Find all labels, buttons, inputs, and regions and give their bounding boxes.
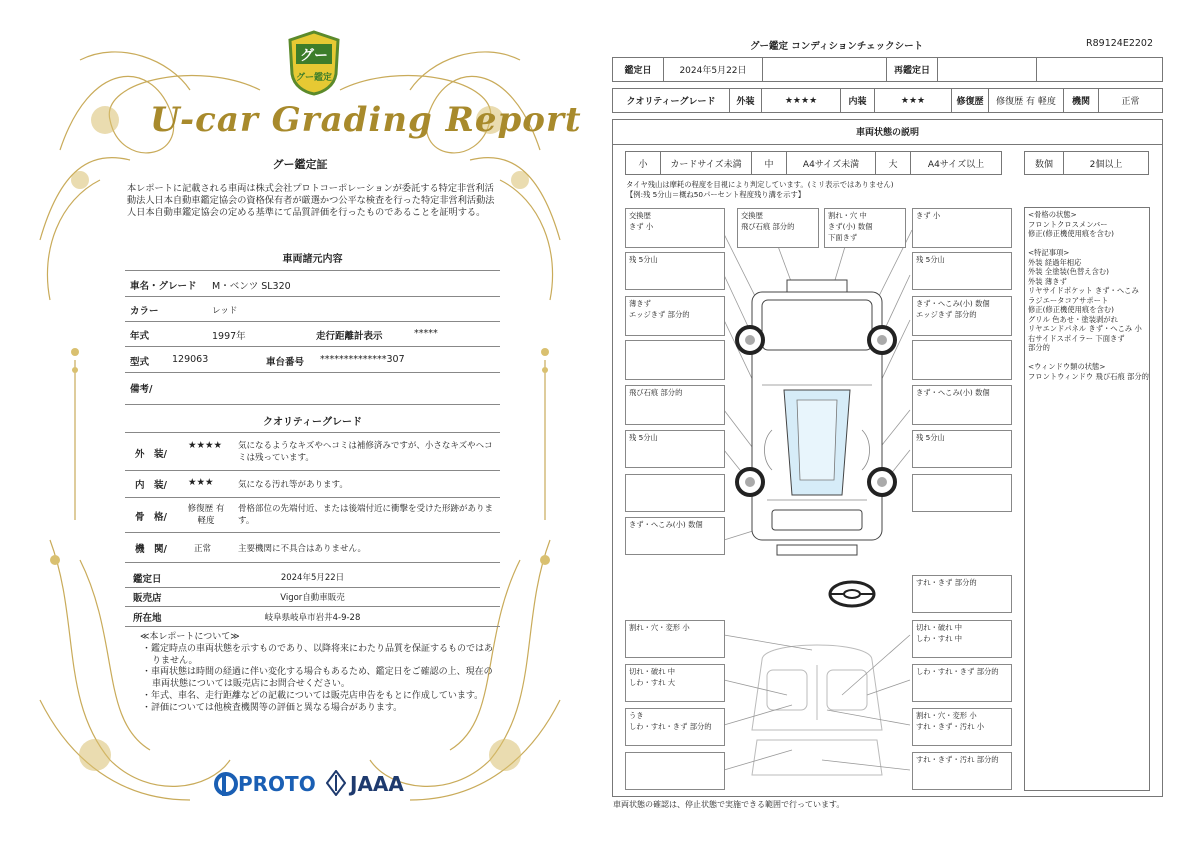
side-note-line: フロントウィンドウ 飛び石痕 部分的	[1028, 371, 1149, 381]
damage-label: 飛び石痕 部分的	[625, 385, 725, 425]
repair-label: 修復歴	[951, 88, 989, 113]
damage-label: きず・へこみ(小) 数個	[912, 385, 1012, 425]
quality-grade: ★★★	[188, 477, 214, 488]
side-note-line: リヤエンドパネル きず・へこみ 小	[1028, 324, 1142, 333]
divider	[125, 626, 500, 627]
interior-label: 内装	[840, 88, 875, 113]
exterior-label: 外装	[729, 88, 762, 113]
remarks-label: 備考/	[130, 384, 153, 395]
side-note-line: <特記事項>	[1028, 248, 1070, 257]
side-note-line: リヤサイドポケット きず・へこみ	[1028, 286, 1139, 295]
interior-label: 割れ・穴・変形 小	[625, 620, 725, 658]
sheet-title: グー鑑定 コンディションチェックシート	[750, 41, 924, 52]
side-note-line: ラジエータコアサポート	[1028, 295, 1109, 305]
re-date-value	[937, 57, 1037, 82]
report-notes	[140, 632, 500, 715]
tire-label: 残 5分山	[625, 430, 725, 468]
divider	[125, 470, 500, 471]
side-note-line: 外装 経過年相応	[1028, 257, 1082, 267]
dealer-label: 販売店	[133, 593, 162, 604]
re-date-label: 再鑑定日	[886, 57, 938, 82]
tire-label: 残 5分山	[912, 430, 1012, 468]
note-item: ・年式、車名、走行距離などの記載については販売店申告をもとに作成しています。	[142, 690, 484, 701]
damage-label-empty	[625, 474, 725, 512]
quality-grade-label: クオリティーグレード	[612, 88, 730, 113]
mileage-label: 走行距離計表示	[316, 331, 383, 342]
date-label: 鑑定日	[612, 57, 664, 82]
note-item: ・車両状態は時間の経過に伴い変化する場合もあるため、鑑定日をご確認の上、現在の車両状態については販売店にお問合せください。	[142, 667, 493, 690]
divider	[125, 372, 500, 373]
damage-label: きず・へこみ(小) 数個	[625, 517, 725, 555]
divider	[125, 432, 500, 433]
legend-medium: 中	[751, 151, 787, 175]
interior-label-empty	[625, 752, 725, 790]
divider	[125, 606, 500, 607]
model-label: 型式	[130, 357, 150, 368]
count-value: 2個以上	[1063, 151, 1149, 175]
damage-label: 交換歴 飛び石痕 部分的	[737, 208, 819, 248]
exterior-value: ★★★★	[761, 88, 841, 113]
tire-label: 残 5分山	[912, 252, 1012, 290]
interior-value: ★★★	[874, 88, 952, 113]
interior-label: 切れ・破れ 中 しわ・すれ 大	[625, 664, 725, 702]
sheet-code: R89124E2202	[1086, 38, 1154, 49]
divider	[125, 270, 500, 271]
legend-medium-desc: A4サイズ未満	[786, 151, 876, 175]
chassis-label: 車台番号	[266, 357, 305, 368]
tire-label: 残 5分山	[625, 252, 725, 290]
side-note-line: 修正(修正機使用痕を含む)	[1028, 229, 1114, 238]
appraisal-date-label: 鑑定日	[133, 574, 162, 585]
model-value: 129063	[172, 354, 209, 365]
steering-wheel-icon	[830, 582, 874, 606]
quality-section-title: クオリティーグレード	[263, 417, 362, 428]
divider	[125, 321, 500, 322]
side-note-line	[1028, 239, 1150, 249]
proto-brand: PROTO	[238, 772, 316, 796]
color-value: レッド	[212, 306, 238, 316]
year-value: 1997年	[212, 331, 246, 342]
side-notes	[1028, 210, 1150, 381]
legend-large: 大	[875, 151, 911, 175]
sheet-footer: 車両状態の確認は、停止状態で実施できる範囲で行っています。	[613, 800, 845, 809]
condition-title: 車両状態の説明	[612, 119, 1163, 145]
interior-label: すれ・きず 部分的	[912, 575, 1012, 613]
notes-title: ≪本レポートについて≫	[140, 632, 240, 642]
quality-grade: 正常	[194, 544, 212, 554]
svg-text:グー鑑定: グー鑑定	[295, 73, 333, 83]
damage-label: きず 小	[912, 208, 1012, 248]
car-name-value: M・ベンツ SL320	[212, 281, 291, 292]
quality-desc: 気になるようなキズやヘコミは補修済みですが、小さなキズやヘコミは残っています。	[238, 441, 493, 463]
address-label: 所在地	[133, 613, 162, 624]
quality-grade: ★★★★	[188, 440, 223, 451]
count-label: 数個	[1024, 151, 1064, 175]
tire-example: 【例:残 5分山＝概ね50パーセント程度残り溝を示す】	[626, 190, 806, 199]
car-name-label: 車名・グレード	[130, 281, 197, 292]
mileage-value: *****	[414, 328, 438, 339]
jaaa-logo-icon	[326, 770, 346, 796]
side-note-line	[1028, 353, 1150, 363]
legend-small: 小	[625, 151, 661, 175]
divider	[125, 404, 500, 405]
chassis-value: **************307	[320, 354, 405, 365]
damage-label-empty	[912, 474, 1012, 512]
date-value: 2024年5月22日	[663, 57, 763, 82]
svg-text:グー: グー	[300, 48, 328, 64]
address-value: 岐阜県岐阜市岩井4-9-28	[264, 613, 361, 623]
legend-large-desc: A4サイズ以上	[910, 151, 1002, 175]
repair-value: 修復歴 有 軽度	[988, 88, 1064, 113]
interior-sketch	[752, 645, 882, 775]
damage-label-empty	[912, 340, 1012, 380]
divider	[125, 346, 500, 347]
quality-desc: 気になる汚れ等があります。	[238, 480, 348, 490]
damage-label: 薄きず エッジきず 部分的	[625, 296, 725, 336]
jaaa-brand: JAAA	[350, 772, 404, 796]
damage-label: 交換歴 きず 小	[625, 208, 725, 248]
quality-label: 外 装/	[135, 449, 167, 460]
engine-label: 機関	[1063, 88, 1099, 113]
side-note-line: <ウィンドウ類の状態>	[1028, 362, 1106, 371]
divider	[125, 587, 500, 588]
damage-label: 割れ・穴 中 きず(小) 数個 下面きず	[824, 208, 906, 248]
script-title: U-car Grading Report	[150, 100, 582, 140]
spec-section-title: 車両諸元内容	[282, 254, 343, 265]
quality-label: 機 関/	[135, 544, 167, 555]
side-note-line: 右サイドスポイラー 下面きず	[1028, 333, 1125, 343]
side-note-line: 修正(修正機使用痕を含む)	[1028, 305, 1114, 314]
goo-kantei-logo-icon	[286, 30, 342, 96]
quality-label: 内 装/	[135, 480, 167, 491]
interior-label: 切れ・破れ 中 しわ・すれ 中	[912, 620, 1012, 658]
intro-text: 本レポートに記載される車両は株式会社プロトコーポレーションが委託する特定非営利活動法人日本自動車鑑定協会の資格保有者が厳選かつ公平な検査を行った特定非営利活動法人日本自動車鑑定協会の定める基準にて品質評価を行ったものであることを証明する。	[127, 183, 495, 218]
divider	[125, 497, 500, 498]
side-note-line: 外装 薄きず	[1028, 276, 1067, 286]
side-note-line: フロントクロスメンバー	[1028, 219, 1108, 229]
interior-label: すれ・きず・汚れ 部分的	[912, 752, 1012, 790]
damage-label-empty	[625, 340, 725, 380]
dealer-value: Vigor自動車販売	[280, 593, 345, 603]
side-note-line: <骨格の状態>	[1028, 210, 1077, 219]
note-item: ・評価については他検査機関等の評価と異なる場合があります。	[142, 702, 403, 713]
color-label: カラー	[130, 306, 159, 317]
divider	[125, 532, 500, 533]
quality-desc: 主要機関に不具合はありません。	[238, 544, 367, 554]
proto-logo-icon	[214, 772, 238, 798]
damage-label: きず・へこみ(小) 数個 エッジきず 部分的	[912, 296, 1012, 336]
side-notes-box	[1024, 207, 1150, 791]
interior-label: 割れ・穴・変形 小 すれ・きず・汚れ 小	[912, 708, 1012, 746]
quality-label: 骨 格/	[135, 512, 167, 523]
quality-desc: 骨格部位の先端付近、または後端付近に衝撃を受けた形跡があります。	[238, 504, 494, 526]
divider	[125, 296, 500, 297]
divider	[125, 562, 500, 563]
engine-value: 正常	[1098, 88, 1163, 113]
side-note-line: グリル 色あせ・塗装剥がれ	[1028, 314, 1118, 324]
interior-label: うき しわ・すれ・きず 部分的	[625, 708, 725, 746]
legend-small-desc: カードサイズ未満	[660, 151, 752, 175]
certificate-title: グー鑑定証	[272, 158, 328, 171]
quality-grade: 修復歴 有 軽度	[187, 504, 225, 526]
side-note-line: 外装 全塗装(色替え含む)	[1028, 267, 1109, 276]
interior-label: しわ・すれ・きず 部分的	[912, 664, 1012, 702]
note-item: ・鑑定時点の車両状態を示すものであり、以降将来にわたり品質を保証するものではありません。	[142, 643, 494, 666]
tire-note: タイヤ残山は摩耗の程度を目視により判定しています。(ミリ表示ではありません)	[626, 180, 894, 189]
appraisal-date-value: 2024年5月22日	[280, 573, 345, 583]
side-note-line: 部分的	[1028, 343, 1050, 352]
year-label: 年式	[130, 331, 150, 342]
blank-cell	[762, 57, 887, 82]
